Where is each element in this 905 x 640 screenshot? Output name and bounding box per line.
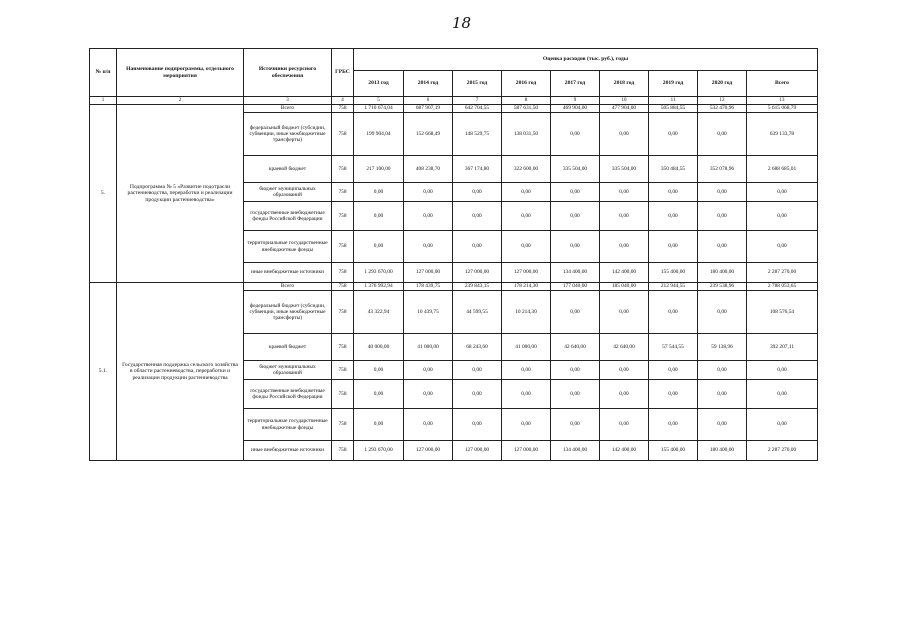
funding-source: бюджет муниципальных образований (244, 361, 332, 380)
amount-cell: 127 000,00 (404, 263, 453, 283)
amount-cell: 392 207,11 (747, 334, 818, 361)
amount-cell: 0,00 (649, 380, 698, 409)
item-number: 5. (90, 105, 117, 283)
column-index: 13 (747, 97, 818, 105)
column-index: 6 (404, 97, 453, 105)
amount-cell: 2 287 270,00 (747, 441, 818, 461)
amount-cell: 469 904,00 (551, 105, 600, 113)
header-num: № п/п (90, 49, 117, 97)
grbs-code: 758 (332, 183, 354, 202)
total-row (90, 105, 818, 113)
amount-cell: 0,00 (649, 409, 698, 441)
amount-cell: 68 243,60 (453, 334, 502, 361)
amount-cell: 0,00 (453, 380, 502, 409)
year-header: 2016 год (502, 71, 551, 97)
amount-cell: 0,00 (649, 291, 698, 334)
amount-cell: 0,00 (600, 380, 649, 409)
amount-cell: 142 400,00 (600, 263, 649, 283)
funding-source: федеральный бюджет (субсидии, субвенции, иные межбюджетные трансферты) (244, 291, 332, 334)
year-header: 2013 год (354, 71, 404, 97)
amount-cell: 0,00 (404, 361, 453, 380)
amount-cell: 42 640,00 (600, 334, 649, 361)
amount-cell: 177 040,00 (551, 283, 600, 291)
amount-cell: 0,00 (354, 231, 404, 263)
amount-cell: 138 031,50 (502, 113, 551, 156)
amount-cell: 152 668,49 (404, 113, 453, 156)
amount-cell: 0,00 (747, 380, 818, 409)
amount-cell: 127 000,00 (404, 441, 453, 461)
amount-cell: 0,00 (698, 409, 747, 441)
amount-cell: 185 040,00 (600, 283, 649, 291)
amount-cell: 367 174,80 (453, 156, 502, 183)
item-number: 5.1. (90, 283, 117, 461)
amount-cell: 212 944,55 (649, 283, 698, 291)
amount-cell: 0,00 (404, 231, 453, 263)
amount-cell: 0,00 (649, 113, 698, 156)
funding-source: иные внебюджетные источники (244, 441, 332, 461)
year-header: 2019 год (649, 71, 698, 97)
amount-cell: 0,00 (600, 361, 649, 380)
amount-cell: 134 400,00 (551, 263, 600, 283)
year-header: 2014 год (404, 71, 453, 97)
amount-cell: 0,00 (698, 380, 747, 409)
funding-source: федеральный бюджет (субсидии, субвенции, иные межбюджетные трансферты) (244, 113, 332, 156)
column-index: 1 (90, 97, 117, 105)
grbs-code: 758 (332, 334, 354, 361)
amount-cell: 0,00 (698, 183, 747, 202)
amount-cell: 0,00 (600, 113, 649, 156)
amount-cell: 44 599,55 (453, 291, 502, 334)
amount-cell: 0,00 (649, 202, 698, 231)
amount-cell: 0,00 (600, 291, 649, 334)
amount-cell: 41 000,00 (502, 334, 551, 361)
grbs-code: 758 (332, 263, 354, 283)
amount-cell: 0,00 (649, 361, 698, 380)
amount-cell: 2 287 270,00 (747, 263, 818, 283)
amount-cell: 0,00 (551, 361, 600, 380)
grbs-code: 758 (332, 380, 354, 409)
amount-cell: 0,00 (502, 231, 551, 263)
year-header: 2017 год (551, 71, 600, 97)
amount-cell: 0,00 (354, 380, 404, 409)
column-index: 9 (551, 97, 600, 105)
amount-cell: 142 400,00 (600, 441, 649, 461)
amount-cell: 40 000,00 (354, 334, 404, 361)
amount-cell: 178 214,30 (502, 283, 551, 291)
amount-cell: 352 078,96 (698, 156, 747, 183)
grbs-code: 758 (332, 441, 354, 461)
amount-cell: 0,00 (354, 183, 404, 202)
amount-cell: 350 484,55 (649, 156, 698, 183)
amount-cell: 0,00 (551, 409, 600, 441)
amount-cell: 335 504,00 (551, 156, 600, 183)
amount-cell: 127 000,00 (502, 263, 551, 283)
amount-cell: 239 843,15 (453, 283, 502, 291)
amount-cell: 217 100,00 (354, 156, 404, 183)
grbs-code: 758 (332, 156, 354, 183)
item-name: Государственная поддержка сельского хозяйства в области растениеводства, переработки и реализации продукции растениеводства (117, 283, 244, 461)
amount-cell: 0,00 (600, 183, 649, 202)
amount-cell: 0,00 (404, 202, 453, 231)
funding-source: Всего (244, 105, 332, 113)
amount-cell: 0,00 (600, 231, 649, 263)
funding-source: Всего (244, 283, 332, 291)
amount-cell: 41 000,00 (404, 334, 453, 361)
amount-cell: 0,00 (453, 361, 502, 380)
amount-cell: 1 293 670,00 (354, 263, 404, 283)
amount-cell: 0,00 (551, 380, 600, 409)
funding-source: иные внебюджетные источники (244, 263, 332, 283)
amount-cell: 155 400,00 (649, 441, 698, 461)
year-header: Всего (747, 71, 818, 97)
grbs-code: 758 (332, 105, 354, 113)
table-body (90, 105, 818, 461)
amount-cell: 239 538,96 (698, 283, 747, 291)
column-index: 8 (502, 97, 551, 105)
item-name: Подпрограмма № 5 «Развитие подотрасли растениеводства, переработки и реализации продукции растениеводства» (117, 105, 244, 283)
column-index: 7 (453, 97, 502, 105)
column-index: 2 (117, 97, 244, 105)
year-header: 2020 год (698, 71, 747, 97)
column-index: 3 (244, 97, 332, 105)
amount-cell: 0,00 (698, 231, 747, 263)
amount-cell: 148 529,75 (453, 113, 502, 156)
amount-cell: 199 904,04 (354, 113, 404, 156)
amount-cell: 0,00 (698, 202, 747, 231)
grbs-code: 758 (332, 113, 354, 156)
amount-cell: 0,00 (747, 183, 818, 202)
grbs-code: 758 (332, 202, 354, 231)
amount-cell: 0,00 (747, 202, 818, 231)
funding-source: государственные внебюджетные фонды Российской Федерации (244, 202, 332, 231)
grbs-code: 758 (332, 231, 354, 263)
amount-cell: 0,00 (600, 409, 649, 441)
header-index-row (90, 97, 818, 105)
amount-cell: 532 470,96 (698, 105, 747, 113)
grbs-code: 758 (332, 283, 354, 291)
amount-cell: 180 400,00 (698, 441, 747, 461)
amount-cell: 5 615 068,79 (747, 105, 818, 113)
amount-cell: 127 000,00 (453, 263, 502, 283)
amount-cell: 0,00 (453, 202, 502, 231)
budget-table (89, 48, 818, 461)
amount-cell: 134 400,00 (551, 441, 600, 461)
column-index: 4 (332, 97, 354, 105)
amount-cell: 0,00 (502, 409, 551, 441)
page-number: 18 (452, 14, 472, 32)
grbs-code: 758 (332, 361, 354, 380)
funding-source: территориальные государственные внебюджетные фонды (244, 231, 332, 263)
amount-cell: 43 322,94 (354, 291, 404, 334)
amount-cell: 1 293 670,00 (354, 441, 404, 461)
amount-cell: 0,00 (354, 202, 404, 231)
amount-cell: 10 439,75 (404, 291, 453, 334)
amount-cell: 10 214,30 (502, 291, 551, 334)
amount-cell: 408 238,70 (404, 156, 453, 183)
amount-cell: 0,00 (698, 291, 747, 334)
amount-cell: 0,00 (502, 361, 551, 380)
year-header: 2015 год (453, 71, 502, 97)
amount-cell: 178 439,75 (404, 283, 453, 291)
year-header: 2018 год (600, 71, 649, 97)
amount-cell: 155 400,00 (649, 263, 698, 283)
amount-cell: 687 907,19 (404, 105, 453, 113)
amount-cell: 0,00 (698, 113, 747, 156)
amount-cell: 1 710 674,04 (354, 105, 404, 113)
amount-cell: 127 000,00 (453, 441, 502, 461)
amount-cell: 0,00 (551, 291, 600, 334)
amount-cell: 0,00 (551, 183, 600, 202)
amount-cell: 0,00 (453, 231, 502, 263)
amount-cell: 639 133,78 (747, 113, 818, 156)
amount-cell: 0,00 (747, 361, 818, 380)
total-row (90, 283, 818, 291)
funding-source: бюджет муниципальных образований (244, 183, 332, 202)
amount-cell: 0,00 (453, 183, 502, 202)
amount-cell: 0,00 (600, 202, 649, 231)
amount-cell: 642 704,55 (453, 105, 502, 113)
amount-cell: 108 576,54 (747, 291, 818, 334)
amount-cell: 180 400,00 (698, 263, 747, 283)
amount-cell: 57 544,55 (649, 334, 698, 361)
grbs-code: 758 (332, 409, 354, 441)
funding-source: территориальные государственные внебюджетные фонды (244, 409, 332, 441)
amount-cell: 0,00 (502, 202, 551, 231)
funding-source: краевой бюджет (244, 156, 332, 183)
amount-cell: 0,00 (354, 361, 404, 380)
amount-cell: 1 376 992,94 (354, 283, 404, 291)
amount-cell: 0,00 (698, 361, 747, 380)
amount-cell: 0,00 (404, 409, 453, 441)
amount-cell: 0,00 (747, 231, 818, 263)
amount-cell: 0,00 (354, 409, 404, 441)
amount-cell: 505 884,55 (649, 105, 698, 113)
amount-cell: 59 138,96 (698, 334, 747, 361)
amount-cell: 0,00 (453, 409, 502, 441)
column-index: 10 (600, 97, 649, 105)
amount-cell: 0,00 (747, 409, 818, 441)
amount-cell: 0,00 (551, 113, 600, 156)
amount-cell: 0,00 (404, 380, 453, 409)
header-grbs: ГРБС (332, 49, 354, 97)
amount-cell: 2 788 053,65 (747, 283, 818, 291)
amount-cell: 335 504,00 (600, 156, 649, 183)
amount-cell: 42 640,00 (551, 334, 600, 361)
amount-cell: 0,00 (502, 380, 551, 409)
column-index: 12 (698, 97, 747, 105)
header-source: Источники ресурсного обеспечения (244, 49, 332, 97)
funding-source: краевой бюджет (244, 334, 332, 361)
amount-cell: 127 000,00 (502, 441, 551, 461)
header-name: Наименование подпрограммы, отдельного мероприятия (117, 49, 244, 97)
amount-cell: 0,00 (502, 183, 551, 202)
amount-cell: 477 904,00 (600, 105, 649, 113)
amount-cell: 0,00 (404, 183, 453, 202)
amount-cell: 2 688 685,01 (747, 156, 818, 183)
amount-cell: 322 600,00 (502, 156, 551, 183)
column-index: 11 (649, 97, 698, 105)
amount-cell: 0,00 (551, 202, 600, 231)
column-index: 5 (354, 97, 404, 105)
amount-cell: 0,00 (649, 231, 698, 263)
header-estimate: Оценка расходов (тыс. руб.), годы (354, 49, 818, 71)
grbs-code: 758 (332, 291, 354, 334)
amount-cell: 0,00 (551, 231, 600, 263)
amount-cell: 587 631,50 (502, 105, 551, 113)
funding-source: государственные внебюджетные фонды Российской Федерации (244, 380, 332, 409)
amount-cell: 0,00 (649, 183, 698, 202)
